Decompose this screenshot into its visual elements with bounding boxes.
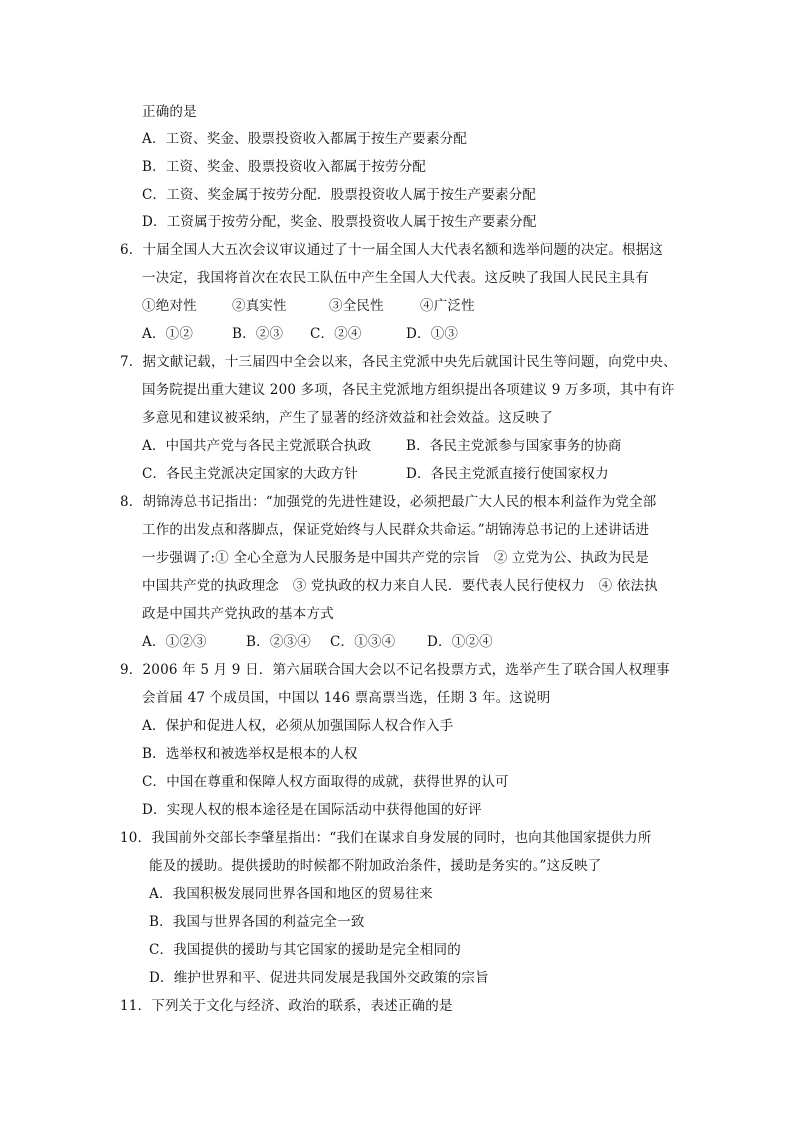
q6-option-d: D．①③: [406, 326, 459, 342]
q6-item-1: ①绝对性: [142, 298, 197, 314]
q8-option-b: B．②③④: [246, 634, 311, 650]
q5-option-b: B．工资、奖金、股票投资收入都属于按劳分配: [142, 159, 427, 175]
q6-option-b: B．②③: [232, 326, 284, 342]
q10-stem-line-2: 能及的援助。提供援助的时候都不附加政治条件，援助是务实的。”这反映了: [149, 858, 602, 874]
q7-stem-line-1: 7．据文献记载，十三届四中全会以来，各民主党派中央先后就国计民生等问题，向党中央、: [120, 354, 677, 370]
q8-stem-line-2: 工作的出发点和落脚点，保证党始终与人民群众共命运。”胡锦涛总书记的上述讲话进: [142, 522, 650, 538]
q5-option-a: A．工资、奖金、股票投资收入都属于按生产要素分配: [142, 131, 468, 147]
q9-stem-line-2: 会首届 47 个成员国，中国以 146 票高票当选，任期 3 年。这说明: [142, 690, 551, 706]
q8-option-d: D．①②④: [427, 634, 493, 650]
q11-stem-line-1: 11．下列关于文化与经济、政治的联系，表述正确的是: [120, 998, 453, 1014]
q10-option-a: A．我国积极发展同世界各国和地区的贸易往来: [149, 886, 433, 902]
q6-option-a: A．①②: [142, 326, 194, 342]
q6-option-c: C．②④: [310, 326, 362, 342]
q10-stem-line-1: 10．我国前外交部长李肇星指出：“我们在谋求自身发展的同时，也向其他国家提供力所: [120, 830, 652, 846]
q7-stem-line-3: 多意见和建议被采纳，产生了显著的经济效益和社会效益。这反映了: [142, 410, 553, 426]
q8-stem-line-3: 一步强调了:① 全心全意为人民服务是中国共产党的宗旨 ② 立党为公、执政为民是: [142, 550, 649, 566]
q9-option-a: A．保护和促进人权，必须从加强国际人权合作入手: [142, 718, 454, 734]
q8-option-a: A．①②③: [142, 634, 207, 650]
q5-stem-end: 正确的是: [142, 104, 197, 120]
q7-option-d: D．各民主党派直接行使国家权力: [406, 466, 609, 482]
q6-stem-line-2: 一决定，我国将首次在农民工队伍中产生全国人大代表。这反映了我国人民民主具有: [142, 270, 649, 286]
q6-item-4: ④广泛性: [420, 298, 475, 314]
q6-stem-line-1: 6．十届全国人大五次会议审议通过了十一届全国人大代表名额和选举问题的决定。根据这: [120, 242, 664, 258]
q5-option-d: D．工资属于按劳分配，奖金、股票投资收人属于按生产要素分配: [142, 214, 537, 230]
q8-stem-line-4: 中国共产党的执政理念 ③ 党执政的权力来自人民．要代表人民行使权力 ④ 依法执: [142, 578, 658, 594]
q6-item-2: ②真实性: [232, 298, 287, 314]
q7-option-a: A．中国共产党与各民主党派联合执政: [142, 438, 372, 454]
q10-option-d: D．维护世界和平、促进共同发展是我国外交政策的宗旨: [149, 970, 489, 986]
q9-option-b: B．选举权和被选举权是根本的人权: [142, 746, 358, 762]
q10-option-b: B．我国与世界各国的利益完全一致: [149, 914, 365, 930]
q7-option-b: B．各民主党派参与国家事务的协商: [406, 438, 622, 454]
q8-option-c: C．①③④: [330, 634, 396, 650]
q10-option-c: C．我国提供的援助与其它国家的援助是完全相同的: [149, 942, 461, 958]
q5-option-c: C．工资、奖金属于按劳分配．股票投资收人属于按生产要素分配: [142, 187, 537, 203]
q6-item-3: ③全民性: [329, 298, 384, 314]
q7-option-c: C．各民主党派决定国家的大政方针: [142, 466, 359, 482]
q8-stem-line-5: 政是中国共产党执政的基本方式: [142, 606, 334, 622]
q7-stem-line-2: 国务院提出重大建议 200 多项，各民主党派地方组织提出各项建议 9 万多项，其中有许: [142, 382, 675, 398]
q9-option-c: C．中国在尊重和保障人权方面取得的成就，获得世界的认可: [142, 774, 509, 790]
q8-stem-line-1: 8．胡锦涛总书记指出：“加强党的先进性建设，必须把最广大人民的根本利益作为党全部: [120, 494, 657, 510]
q9-stem-line-1: 9．2006 年 5 月 9 日．第六届联合国大会以不记名投票方式，选举产生了联合国人权理事: [120, 662, 670, 678]
q9-option-d: D．实现人权的根本途径是在国际活动中获得他国的好评: [142, 802, 482, 818]
